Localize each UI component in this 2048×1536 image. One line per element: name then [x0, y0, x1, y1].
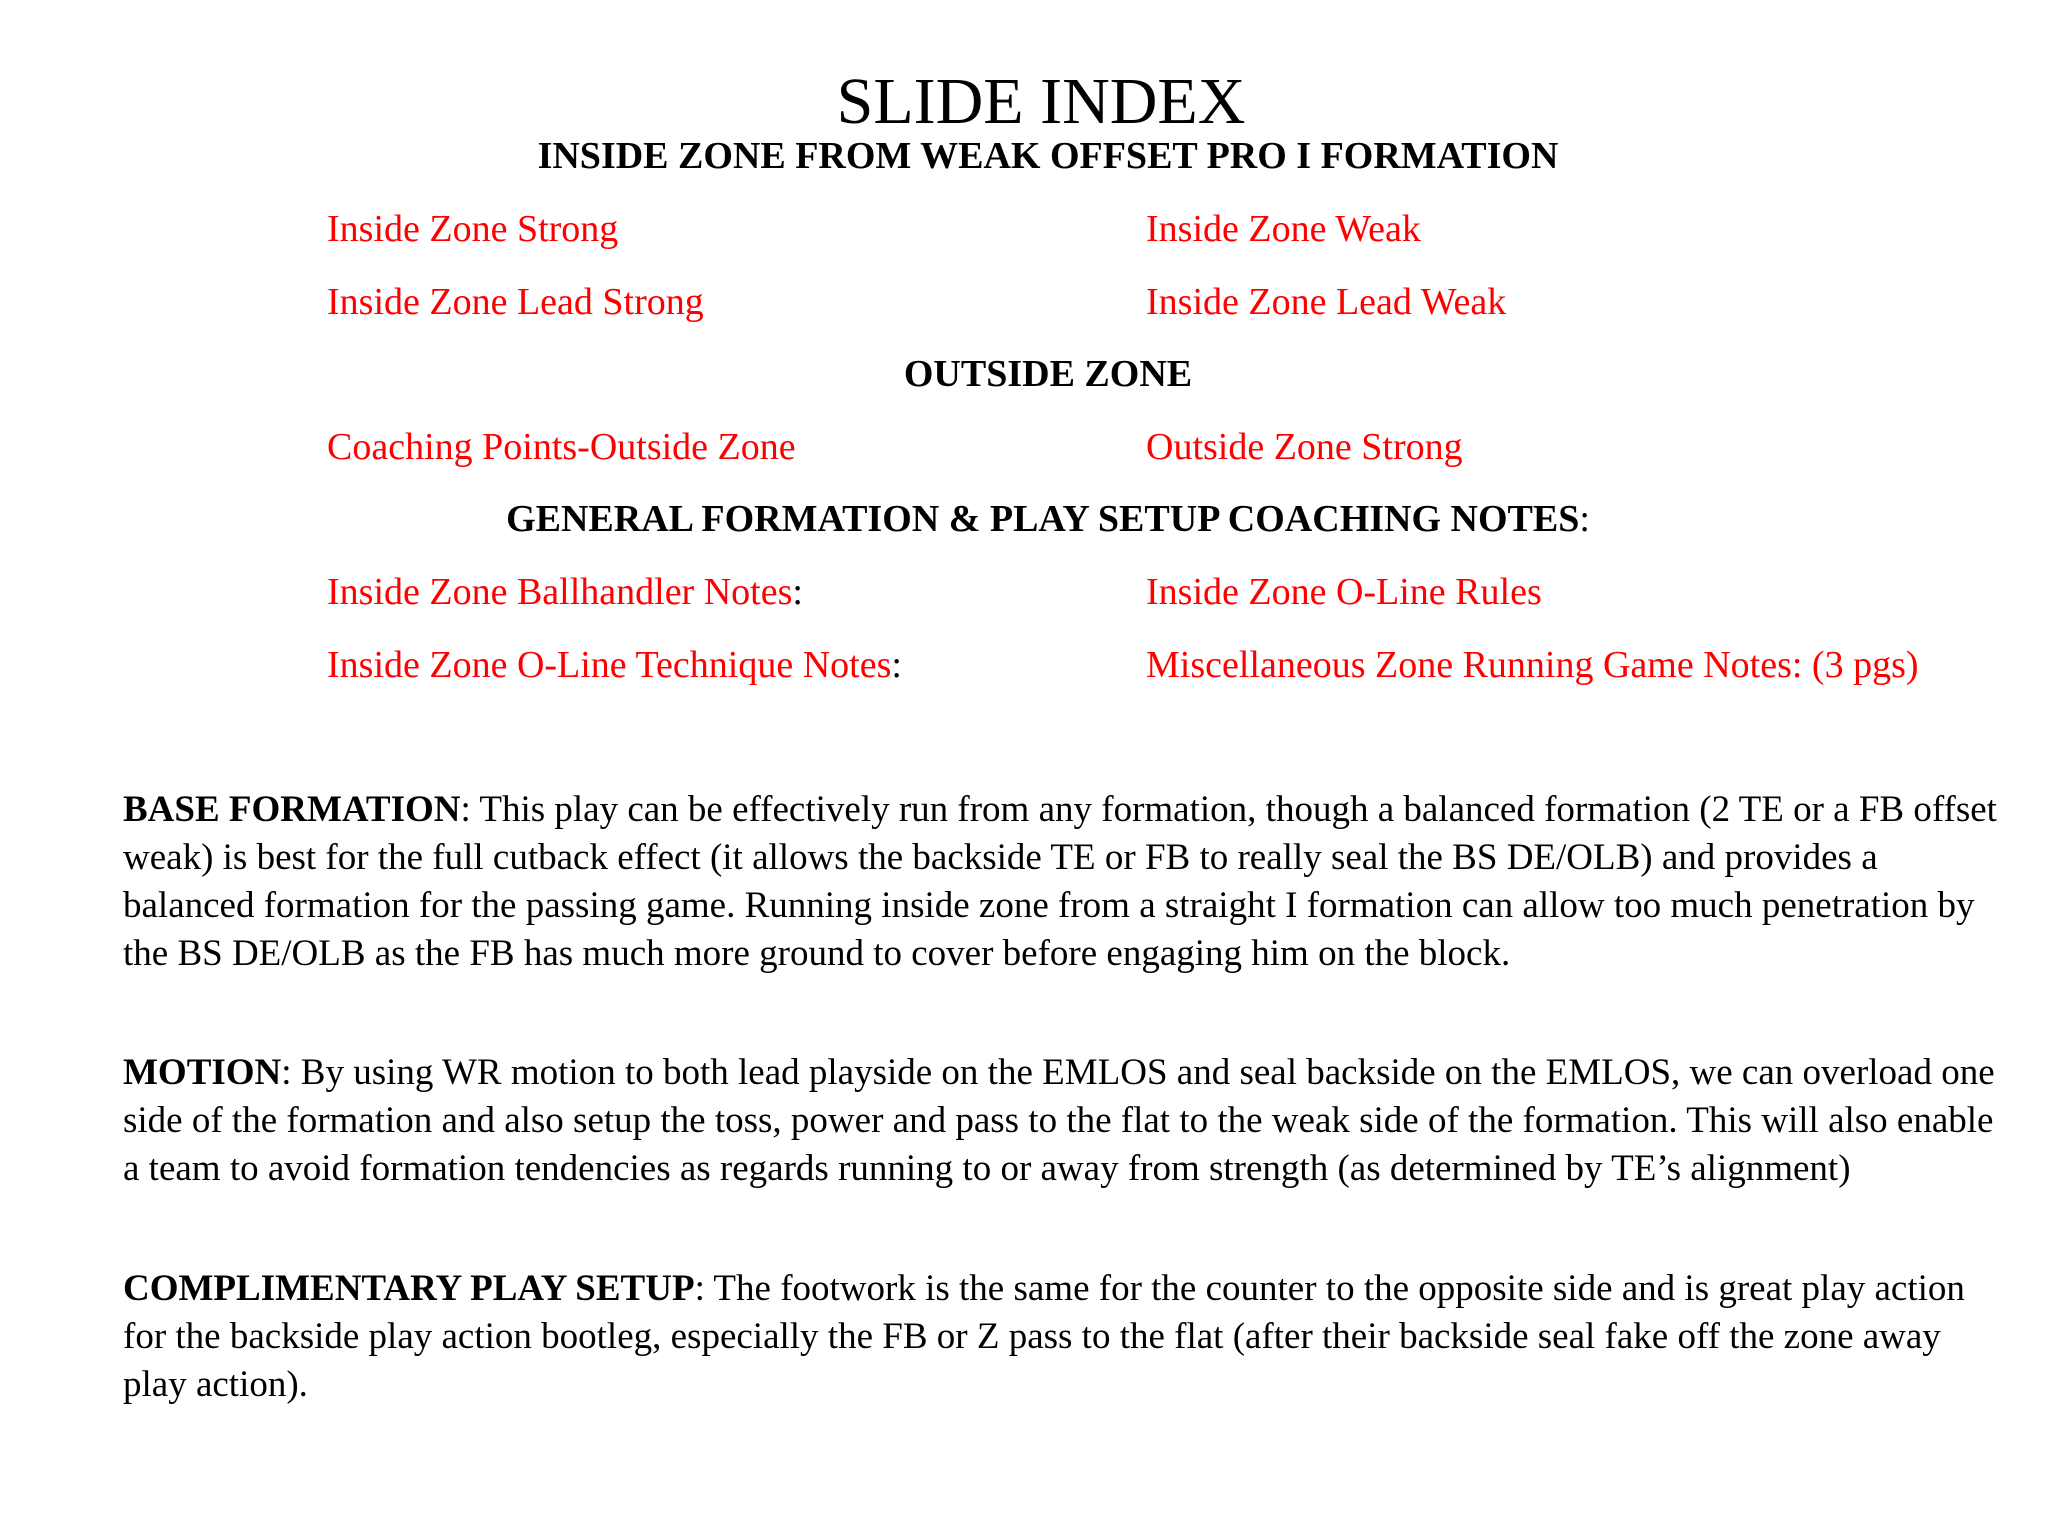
link-inside-zone-weak[interactable]: Inside Zone Weak — [1146, 208, 1421, 250]
paragraph-lead: COMPLIMENTARY PLAY SETUP — [123, 1268, 695, 1309]
link-inside-zone-lead-strong[interactable]: Inside Zone Lead Strong — [327, 281, 704, 323]
link-miscellaneous-zone-running-game-notes[interactable]: Miscellaneous Zone Running Game Notes: (3 pgs) — [1146, 644, 1919, 686]
section-heading-outside-zone: OUTSIDE ZONE — [903, 353, 1193, 395]
link-coaching-points-outside-zone[interactable]: Coaching Points-Outside Zone — [327, 426, 796, 468]
section-heading-inside-zone: INSIDE ZONE FROM WEAK OFFSET PRO I FORMATION — [537, 135, 1559, 177]
paragraph-body: : By using WR motion to both lead playside on the EMLOS and seal backside on the EMLOS, we can overload one side of the formation and also setup the toss, power and pass to the flat to the weak side of the formation. This will also enable a team to avoid formation tendencies as regards running to or away from strength (as determined by TE’s alignment) — [123, 1052, 1995, 1189]
link-inside-zone-lead-weak[interactable]: Inside Zone Lead Weak — [1146, 281, 1507, 323]
page-title: SLIDE INDEX — [836, 65, 1246, 139]
section-heading-general-notes: GENERAL FORMATION & PLAY SETUP COACHING NOTES: — [506, 498, 1590, 540]
link-inside-zone-o-line-technique-notes[interactable]: Inside Zone O-Line Technique Notes: — [327, 644, 902, 686]
paragraph-lead: MOTION — [123, 1052, 282, 1093]
link-outside-zone-strong[interactable]: Outside Zone Strong — [1146, 426, 1463, 468]
paragraph-motion — [123, 1049, 2003, 1193]
paragraph-body: : The footwork is the same for the counter to the opposite side and is great play action for the backside play action bootleg, especially the FB or Z pass to the flat (after their backside seal fake off the zone away play action). — [123, 1268, 1965, 1405]
link-inside-zone-strong[interactable]: Inside Zone Strong — [327, 208, 619, 250]
paragraph-complimentary-play-setup — [123, 1265, 2003, 1409]
paragraph-body: : This play can be effectively run from any formation, though a balanced formation (2 TE or a FB offset weak) is best for the full cutback effect (it allows the backside TE or FB to really seal the BS DE/OLB) and provides a balanced formation for the passing game. Running inside zone from a straight I formation can allow too much penetration by the BS DE/OLB as the FB has much more ground to cover before engaging him on the block. — [123, 789, 1997, 974]
paragraph-lead: BASE FORMATION — [123, 789, 461, 830]
link-inside-zone-ballhandler-notes[interactable]: Inside Zone Ballhandler Notes: — [327, 571, 803, 613]
paragraph-base-formation — [123, 786, 2003, 978]
link-inside-zone-o-line-rules[interactable]: Inside Zone O-Line Rules — [1146, 571, 1542, 613]
